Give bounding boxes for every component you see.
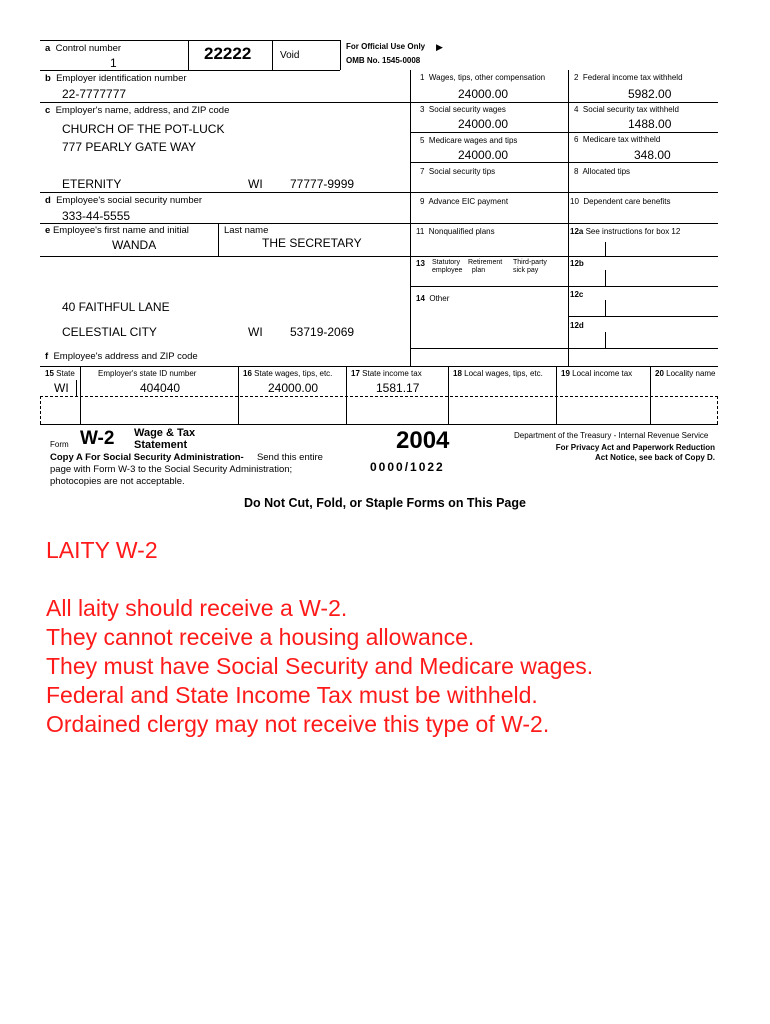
form-code: 22222 <box>204 44 252 63</box>
employer-city: ETERNITY <box>62 177 122 191</box>
dashed-rule <box>717 396 718 424</box>
form-id: W-2 <box>80 428 115 449</box>
employer-zip: 77777-9999 <box>290 177 355 191</box>
box14-label: 14 Other <box>416 294 450 303</box>
box12c-label: 12c <box>570 290 584 299</box>
notes-line: Ordained clergy may not receive this type of W-2. <box>46 711 550 737</box>
box20-label: 20 Locality name <box>655 369 716 378</box>
copy-a-line3: photocopies are not acceptable. <box>50 476 185 487</box>
rule <box>40 40 340 41</box>
employer-name: CHURCH OF THE POT-LUCK <box>62 122 225 136</box>
employee-address-label: f Employee's address and ZIP code <box>45 351 198 362</box>
entry-tick <box>605 300 606 316</box>
tax-year: 2004 <box>396 427 450 454</box>
box8-label: 8 Allocated tips <box>574 167 631 176</box>
notes-line: They must have Social Security and Medicare wages. <box>46 653 594 679</box>
entry-tick <box>605 242 606 256</box>
ein-label: b Employer identification number <box>45 73 187 84</box>
notes-title: LAITY W-2 <box>46 537 158 563</box>
rule <box>40 366 718 367</box>
employee-last-name: THE SECRETARY <box>262 236 362 250</box>
box5-value: 24000.00 <box>458 148 509 162</box>
rule <box>448 366 449 424</box>
omb-number: OMB No. 1545-0008 <box>346 56 421 65</box>
rule <box>410 348 568 349</box>
form-word: Form <box>50 440 69 449</box>
box11-label: 11 Nonqualified plans <box>416 227 495 236</box>
box5-label: 5 Medicare wages and tips <box>420 136 518 145</box>
box13-thirdparty-label: Third-party sick pay <box>513 259 547 274</box>
rule <box>410 223 718 224</box>
privacy-notice: For Privacy Act and Paperwork Reduction Act Notice, see back of Copy D. <box>555 443 715 462</box>
state-wages-value: 24000.00 <box>268 381 319 395</box>
box12d-label: 12d <box>570 321 584 330</box>
box6-label: 6 Medicare tax withheld <box>574 135 661 144</box>
notes-line: Federal and State Income Tax must be withheld. <box>46 682 538 708</box>
box15-label: 15 State <box>45 369 75 378</box>
entry-tick <box>605 332 606 348</box>
rule <box>568 70 569 366</box>
rule <box>40 223 410 224</box>
box12a-label: 12a See instructions for box 12 <box>570 227 681 236</box>
rule <box>80 366 81 424</box>
do-not-cut-notice: Do Not Cut, Fold, or Staple Forms on This Page <box>244 496 526 510</box>
rule <box>346 366 347 424</box>
dashed-rule <box>40 396 718 397</box>
box12b-label: 12b <box>570 259 584 268</box>
rule <box>410 286 718 287</box>
ssn-value: 333-44-5555 <box>62 209 131 223</box>
form-title: Wage & Tax Statement <box>134 427 196 451</box>
rule <box>40 256 410 257</box>
department: Department of the Treasury - Internal Revenue Service <box>514 431 709 440</box>
rule <box>650 366 651 424</box>
state-tax-value: 1581.17 <box>376 381 420 395</box>
employee-state: WI <box>248 325 263 339</box>
rule <box>188 40 189 70</box>
notes-line: They cannot receive a housing allowance. <box>46 624 475 650</box>
box9-label: 9 Advance EIC payment <box>420 197 509 206</box>
box10-label: 10 Dependent care benefits <box>570 197 671 206</box>
box18-label: 18 Local wages, tips, etc. <box>453 369 543 378</box>
rule <box>568 316 718 317</box>
employee-city: CELESTIAL CITY <box>62 325 157 339</box>
rule <box>40 192 410 193</box>
employer-label: c Employer's name, address, and ZIP code <box>45 105 230 116</box>
box4-value: 1488.00 <box>628 117 672 131</box>
rule <box>410 256 718 257</box>
box13-label: 13 <box>416 259 425 268</box>
rule <box>40 102 718 103</box>
official-use-label: For Official Use Only <box>346 42 426 51</box>
box1-label: 1 Wages, tips, other compensation <box>420 73 546 82</box>
employer-state: WI <box>248 177 263 191</box>
ssn-label: d Employee's social security number <box>45 195 203 206</box>
employee-zip: 53719-2069 <box>290 325 355 339</box>
rule <box>340 40 341 70</box>
state-value: WI <box>54 381 69 395</box>
rule <box>410 192 718 193</box>
copy-a-line2: page with Form W-3 to the Social Security Administration; <box>50 464 293 475</box>
employee-first-name: WANDA <box>112 238 157 252</box>
box4-label: 4 Social security tax withheld <box>574 105 679 114</box>
box6-value: 348.00 <box>634 148 671 162</box>
box15-state-id-label: Employer's state ID number <box>98 369 197 378</box>
box13-statutory-label: Statutory employee <box>432 259 463 274</box>
rule <box>218 223 219 256</box>
rule <box>76 380 77 396</box>
control-number-value: 1 <box>110 56 117 70</box>
rule <box>410 162 718 163</box>
void-checkbox-label: Void <box>280 50 300 61</box>
control-number-label: a Control number <box>45 43 122 54</box>
rule <box>272 40 273 70</box>
box17-label: 17 State income tax <box>351 369 422 378</box>
employee-street: 40 FAITHFUL LANE <box>62 300 170 314</box>
employee-first-name-label: e Employee's first name and initial <box>45 225 189 236</box>
rule <box>410 132 718 133</box>
notes-line: All laity should receive a W-2. <box>46 595 348 621</box>
box2-value: 5982.00 <box>628 87 672 101</box>
box3-value: 24000.00 <box>458 117 509 131</box>
rule <box>40 70 340 71</box>
rule <box>238 366 239 424</box>
rule <box>410 70 411 366</box>
employee-last-name-label: Last name <box>224 225 269 236</box>
box1-value: 24000.00 <box>458 87 509 101</box>
ein-value: 22-7777777 <box>62 87 127 101</box>
box3-label: 3 Social security wages <box>420 105 506 114</box>
employer-street: 777 PEARLY GATE WAY <box>62 140 197 154</box>
box7-label: 7 Social security tips <box>420 167 496 176</box>
box2-label: 2 Federal income tax withheld <box>574 73 683 82</box>
box13-retirement-label: Retirement plan <box>468 259 503 274</box>
entry-tick <box>605 270 606 286</box>
state-id-value: 404040 <box>140 381 181 395</box>
rule <box>556 366 557 424</box>
dashed-rule <box>40 396 41 424</box>
rule <box>568 348 718 349</box>
form-code-number: 0000/1022 <box>370 460 445 474</box>
box19-label: 19 Local income tax <box>561 369 633 378</box>
copy-a-line: Copy A For Social Security Administration- Send this entire <box>50 452 323 463</box>
box16-label: 16 State wages, tips, etc. <box>243 369 333 378</box>
rule <box>40 424 718 425</box>
arrow-right-icon: ▶ <box>436 42 443 52</box>
